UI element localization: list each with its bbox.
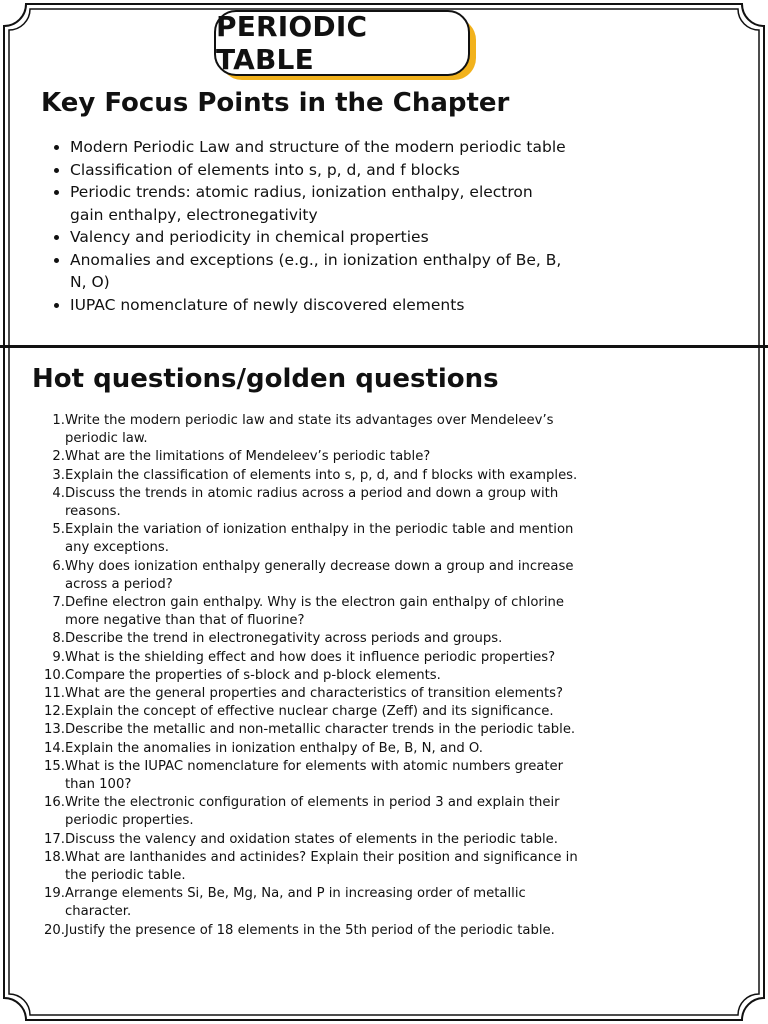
question-number: 16. bbox=[44, 795, 65, 811]
question-item bbox=[34, 758, 594, 794]
question-item bbox=[34, 831, 594, 849]
question-text: Describe the trend in electronegativity across periods and groups. bbox=[65, 631, 503, 647]
question-item bbox=[34, 685, 594, 703]
focus-item: Valency and periodicity in chemical properties bbox=[70, 226, 570, 249]
focus-item: Classification of elements into s, p, d, and f blocks bbox=[70, 159, 570, 182]
question-number: 20. bbox=[44, 922, 65, 938]
focus-item: Anomalies and exceptions (e.g., in ionization enthalpy of Be, B, N, O) bbox=[70, 249, 570, 294]
question-number: 12. bbox=[44, 704, 65, 720]
question-text: Define electron gain enthalpy. Why is the electron gain enthalpy of chlorine more negative than that of fluorine? bbox=[65, 595, 564, 629]
question-text: Discuss the trends in atomic radius across a period and down a group with reasons. bbox=[65, 485, 559, 520]
focus-item: Modern Periodic Law and structure of the modern periodic table bbox=[70, 136, 570, 159]
question-text: Write the modern periodic law and state its advantages over Mendeleev’s periodic law. bbox=[65, 413, 554, 447]
question-number: 7. bbox=[52, 595, 65, 611]
question-number: 9. bbox=[52, 649, 65, 665]
question-number: 5. bbox=[52, 522, 65, 538]
question-item bbox=[34, 922, 594, 940]
focus-heading: Key Focus Points in the Chapter bbox=[41, 88, 510, 118]
question-text: What are the limitations of Mendeleev’s periodic table? bbox=[65, 449, 431, 465]
title-badge bbox=[214, 10, 478, 82]
question-item bbox=[34, 485, 594, 521]
question-number: 14. bbox=[44, 740, 65, 756]
question-item bbox=[34, 521, 594, 557]
question-number: 18. bbox=[44, 849, 65, 865]
question-number: 4. bbox=[52, 485, 65, 501]
question-item bbox=[34, 630, 594, 648]
question-number: 10. bbox=[44, 667, 65, 683]
question-item bbox=[34, 448, 594, 466]
question-item bbox=[34, 703, 594, 721]
question-item bbox=[34, 721, 594, 739]
question-item bbox=[34, 649, 594, 667]
question-item bbox=[34, 594, 594, 630]
question-item bbox=[34, 667, 594, 685]
question-text: Justify the presence of 18 elements in the 5th period of the periodic table. bbox=[65, 922, 555, 938]
question-item bbox=[34, 412, 594, 448]
question-text: Explain the classification of elements into s, p, d, and f blocks with examples. bbox=[65, 467, 578, 483]
question-text: Arrange elements Si, Be, Mg, Na, and P in increasing order of metallic character. bbox=[65, 886, 526, 920]
title-badge-box bbox=[214, 10, 470, 76]
hot-questions-heading: Hot questions/golden questions bbox=[32, 364, 499, 394]
page-title: PERIODIC TABLE bbox=[216, 10, 368, 76]
section-divider bbox=[0, 345, 768, 348]
question-item bbox=[34, 558, 594, 594]
question-number: 8. bbox=[52, 631, 65, 647]
question-item bbox=[34, 467, 594, 485]
question-number: 1. bbox=[52, 413, 65, 428]
question-number: 17. bbox=[44, 831, 65, 847]
focus-item: IUPAC nomenclature of newly discovered elements bbox=[70, 294, 570, 317]
question-number: 11. bbox=[44, 686, 65, 702]
question-number: 2. bbox=[52, 449, 65, 465]
question-text: What are the general properties and characteristics of transition elements? bbox=[65, 686, 564, 702]
question-text: Why does ionization enthalpy generally decrease down a group and increase across a period? bbox=[65, 558, 574, 592]
hot-questions-list bbox=[34, 412, 594, 940]
question-text: Discuss the valency and oxidation states of elements in the periodic table. bbox=[65, 831, 558, 847]
question-item bbox=[34, 885, 594, 921]
question-item bbox=[34, 740, 594, 758]
question-text: Explain the anomalies in ionization enthalpy of Be, B, N, and O. bbox=[65, 740, 483, 756]
question-text: What is the IUPAC nomenclature for elements with atomic numbers greater than 100? bbox=[65, 758, 564, 793]
focus-item: Periodic trends: atomic radius, ionization enthalpy, electron gain enthalpy, electronegativity bbox=[70, 181, 570, 226]
focus-list bbox=[70, 136, 570, 316]
question-number: 19. bbox=[44, 886, 65, 902]
question-text: What are lanthanides and actinides? Explain their position and significance in the periodic table. bbox=[65, 849, 578, 884]
question-number: 13. bbox=[44, 722, 65, 738]
question-text: What is the shielding effect and how does it influence periodic properties? bbox=[65, 649, 556, 665]
question-text: Describe the metallic and non-metallic character trends in the periodic table. bbox=[65, 722, 576, 738]
question-text: Explain the concept of effective nuclear charge (Zeff) and its significance. bbox=[65, 704, 554, 720]
question-text: Write the electronic configuration of elements in period 3 and explain their periodic properties. bbox=[65, 795, 560, 829]
question-number: 15. bbox=[44, 758, 65, 774]
question-number: 6. bbox=[52, 558, 65, 574]
question-item bbox=[34, 794, 594, 830]
question-number: 3. bbox=[52, 467, 65, 483]
question-item bbox=[34, 849, 594, 885]
question-text: Explain the variation of ionization enthalpy in the periodic table and mention any exceptions. bbox=[65, 522, 574, 556]
question-text: Compare the properties of s-block and p-block elements. bbox=[65, 667, 441, 683]
